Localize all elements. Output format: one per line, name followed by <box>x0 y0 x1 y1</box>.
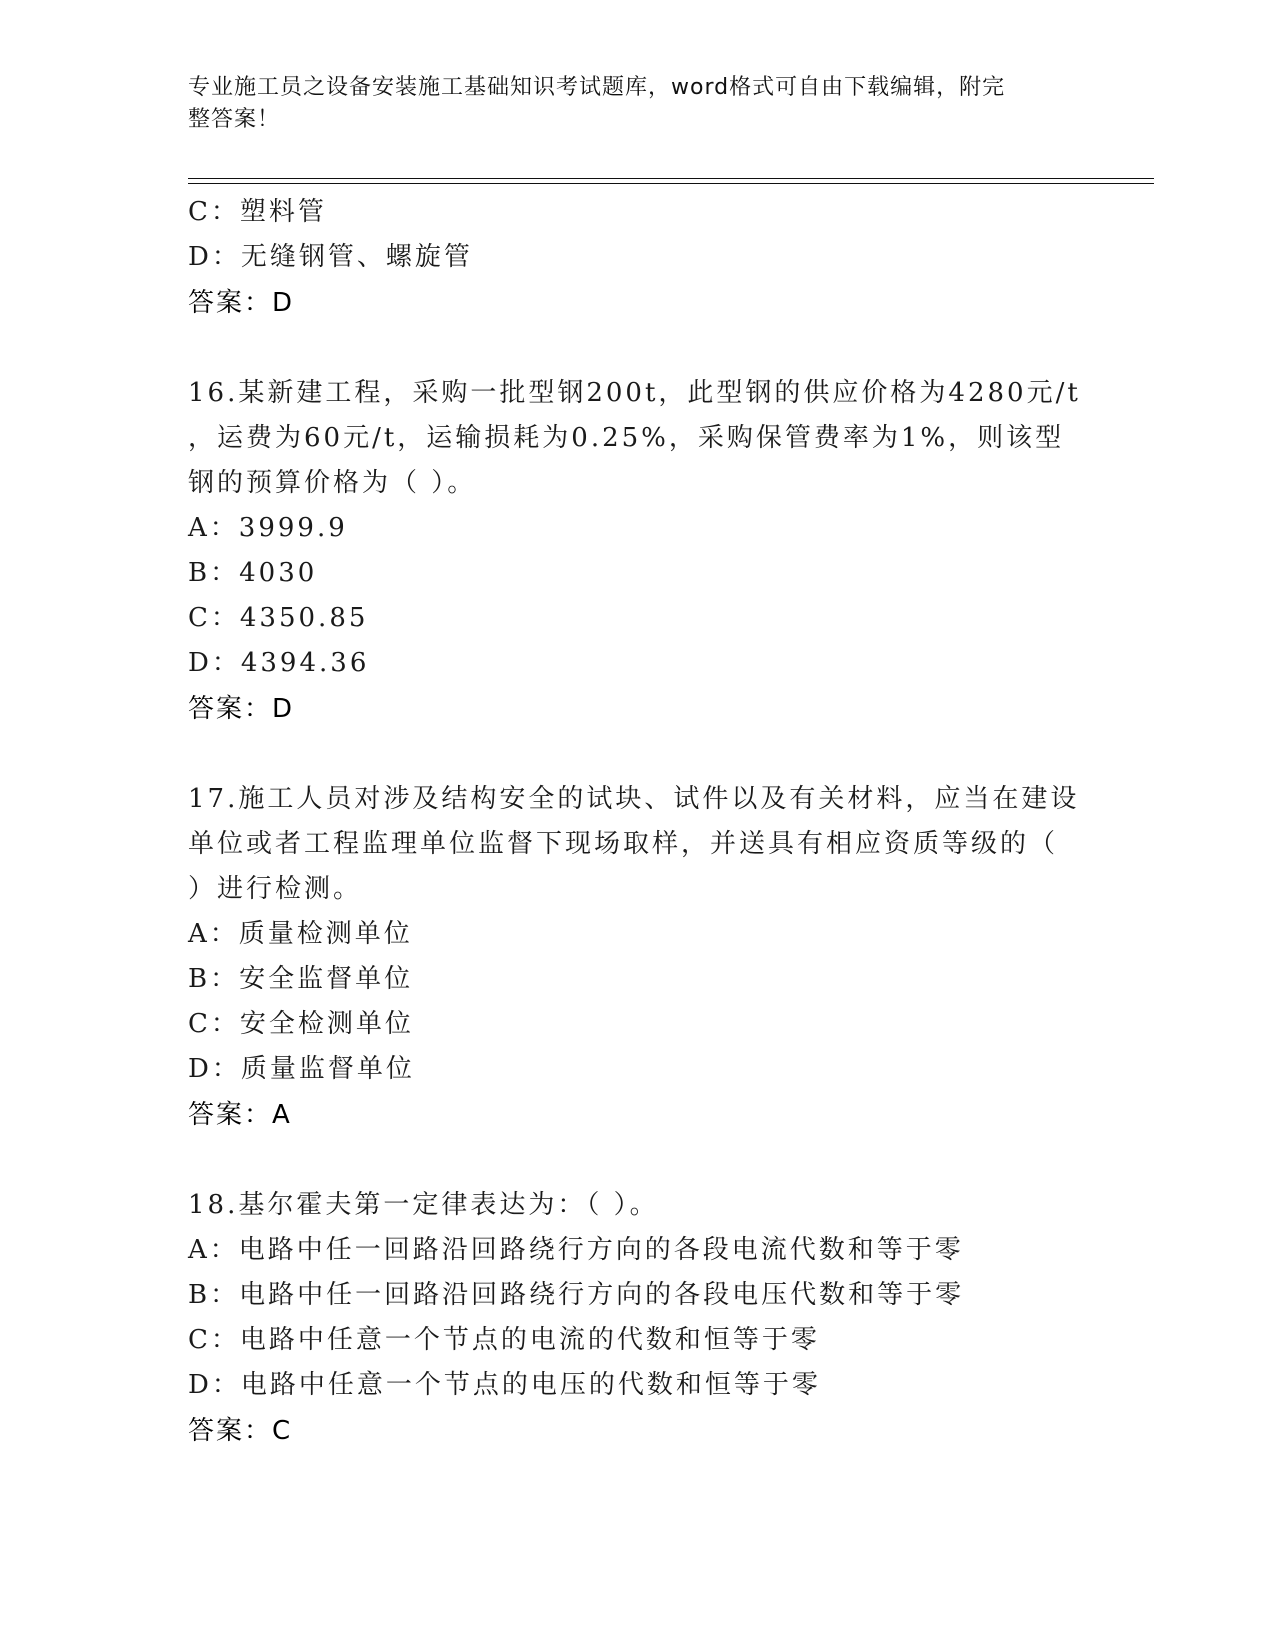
spacer <box>188 732 1108 777</box>
option-a: A：3999.9 <box>188 513 348 543</box>
page-header <box>188 72 1068 136</box>
question-stem: 17.施工人员对涉及结构安全的试块、试件以及有关材料，应当在建设 <box>188 784 1080 814</box>
question-stem: ）进行检测。 <box>188 874 363 904</box>
option-b: B：电路中任一回路沿回路绕行方向的各段电压代数和等于零 <box>188 1280 965 1310</box>
question-stem: 钢的预算价格为（ ）。 <box>188 468 477 498</box>
option-c: C：电路中任意一个节点的电流的代数和恒等于零 <box>188 1325 820 1355</box>
question-block-prev <box>188 190 1108 326</box>
question-block-18 <box>188 1183 1108 1454</box>
option-c: C：塑料管 <box>188 197 327 227</box>
spacer <box>188 326 1108 371</box>
question-stem: ，运费为60元/t，运输损耗为0.25%，采购保管费率为1%，则该型 <box>188 423 1065 453</box>
question-list <box>188 190 1108 1454</box>
question-block-17 <box>188 777 1108 1138</box>
header-title-line1: 专业施工员之设备安装施工基础知识考试题库，word格式可自由下载编辑，附完 <box>188 75 1006 100</box>
header-divider-top <box>188 178 1154 179</box>
question-stem: 16.某新建工程，采购一批型钢200t，此型钢的供应价格为4280元/t <box>188 378 1081 408</box>
option-b: B：安全监督单位 <box>188 964 414 994</box>
option-c: C：4350.85 <box>188 603 369 633</box>
option-d: D：无缝钢管、螺旋管 <box>188 242 473 272</box>
answer-line: 答案：D <box>188 694 295 724</box>
option-a: A：质量检测单位 <box>188 919 413 949</box>
option-a: A：电路中任一回路沿回路绕行方向的各段电流代数和等于零 <box>188 1235 964 1265</box>
option-d: D：电路中任意一个节点的电压的代数和恒等于零 <box>188 1370 821 1400</box>
answer-line: 答案：D <box>188 288 295 318</box>
spacer <box>188 1138 1108 1183</box>
option-d: D：质量监督单位 <box>188 1054 415 1084</box>
option-d: D：4394.36 <box>188 648 370 678</box>
question-block-16 <box>188 371 1108 732</box>
option-b: B：4030 <box>188 558 318 588</box>
option-c: C：安全检测单位 <box>188 1009 414 1039</box>
answer-line: 答案：C <box>188 1416 293 1446</box>
question-stem: 18.基尔霍夫第一定律表达为：（ ）。 <box>188 1190 659 1220</box>
header-title-line2: 整答案！ <box>188 107 281 132</box>
header-divider-bottom <box>188 183 1154 184</box>
question-stem: 单位或者工程监理单位监督下现场取样，并送具有相应资质等级的（ <box>188 829 1059 859</box>
answer-line: 答案：A <box>188 1100 292 1130</box>
